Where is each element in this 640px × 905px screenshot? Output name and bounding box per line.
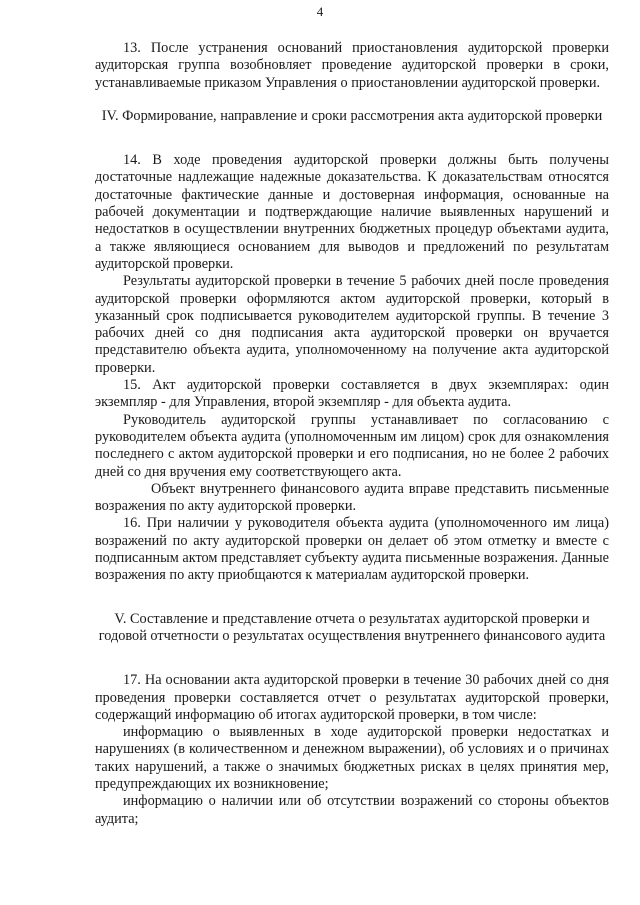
paragraph-15-leader: Руководитель аудиторской группы устанавливает по согласованию с руководителем объекта аудита (уполномоченным им лицом) срок для ознакомления последнего с актом аудиторской проверки и его подписания, но не более 2 рабочих дней со дня вручения ему соответствующего акта.	[95, 411, 609, 480]
paragraph-17-item-2: информацию о наличии или об отсутствии возражений со стороны объектов аудита;	[95, 793, 609, 827]
paragraph-13: 13. После устранения оснований приостановления аудиторской проверки аудиторская группа возобновляет проведение аудиторской проверки в сроки, устанавливаемые приказом Управления о приостановлении аудиторской проверки.	[95, 40, 609, 91]
paragraph-17: 17. На основании акта аудиторской проверки в течение 30 рабочих дней со дня проведения проверки составляется отчет о результатах аудиторской проверки, содержащий информацию об итогах аудиторской проверки, в том числе:	[95, 672, 609, 723]
document-body	[95, 40, 609, 828]
section-5-heading: V. Составление и представление отчета о результатах аудиторской проверки и годовой отчетности о результатах осуществления внутреннего финансового аудита	[98, 610, 606, 644]
paragraph-16: 16. При наличии у руководителя объекта аудита (уполномоченного им лица) возражений по акту аудиторской проверки он делает об этом отметку и вместе с подписанным актом представляет субъекту аудита письменные возражения. Данные возражения по акту приобщаются к материалам аудиторской проверки.	[95, 515, 609, 584]
paragraph-14-results: Результаты аудиторской проверки в течение 5 рабочих дней после проведения аудиторской проверки оформляются актом аудиторской проверки, который в указанный срок подписывается руководителем аудиторской группы. В течение 3 рабочих дней со дня подписания акта аудиторской проверки он вручается представителю объекта аудита, уполномоченному на получение акта аудиторской проверки.	[95, 273, 609, 376]
paragraph-15: 15. Акт аудиторской проверки составляется в двух экземплярах: один экземпляр - для Управления, второй экземпляр - для объекта аудита.	[95, 377, 609, 411]
paragraph-15-objections: Объект внутреннего финансового аудита вправе представить письменные возражения по акту аудиторской проверки.	[95, 480, 609, 515]
page-number: 4	[316, 4, 324, 19]
paragraph-14: 14. В ходе проведения аудиторской проверки должны быть получены достаточные надлежащие надежные доказательства. К доказательствам относятся достаточные фактические данные и достоверная информация, основанные на рабочей документации и подтверждающие наличие выявленных нарушений и недостатков в осуществлении внутренних бюджетных процедур объектами аудита, а также являющиеся основанием для выводов и предложений по результатам аудиторской проверки.	[95, 152, 609, 272]
section-4-heading: IV. Формирование, направление и сроки рассмотрения акта аудиторской проверки	[101, 107, 603, 124]
paragraph-17-item-1: информацию о выявленных в ходе аудиторской проверки недостатках и нарушениях (в количественном и денежном выражении), об условиях и о причинах таких нарушений, а также о значимых бюджетных рисках в целях принятия мер, предупреждающих их возникновение;	[95, 724, 609, 792]
